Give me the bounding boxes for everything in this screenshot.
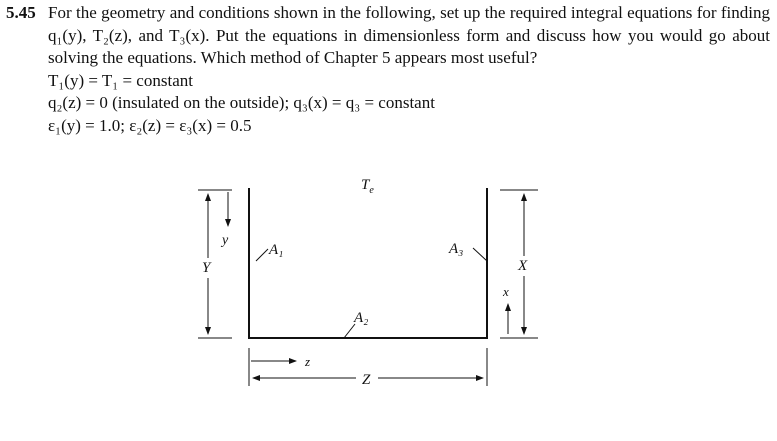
a2-label: A₂ (354, 310, 369, 326)
a3-leader (473, 248, 487, 261)
problem-number: 5.45 (6, 3, 36, 22)
y-coordinate-label: y (222, 233, 229, 248)
y-dimension-label: Y (202, 260, 211, 276)
problem-statement: For the geometry and conditions shown in the following, set up the required integral equations for finding q₁(y), T₂(z), and T₃(x). Put the equations in dimensionless form and discuss how you would go about solving the equations. Which method of Chapter 5 appears most useful? (48, 3, 770, 67)
z-coordinate-label: z (305, 354, 311, 369)
x-coordinate-label: x (503, 284, 509, 299)
a1-label: A₁ (269, 242, 284, 258)
te-label: $T_e$ (361, 177, 374, 196)
a2-leader (344, 324, 355, 338)
x-dimension-label: X (518, 258, 528, 274)
a3-label: A₃ (449, 241, 464, 257)
a1-leader (256, 249, 268, 261)
condition-2: q₂(z) = 0 (insulated on the outside); q₃(x) = q₃ = constant (48, 93, 435, 112)
condition-3: ε₁(y) = 1.0; ε₂(z) = ε₃(x) = 0.5 (48, 115, 252, 135)
z-dimension-label: Z (362, 372, 371, 388)
condition-1: T₁(y) = T₁ = constant (48, 70, 193, 90)
